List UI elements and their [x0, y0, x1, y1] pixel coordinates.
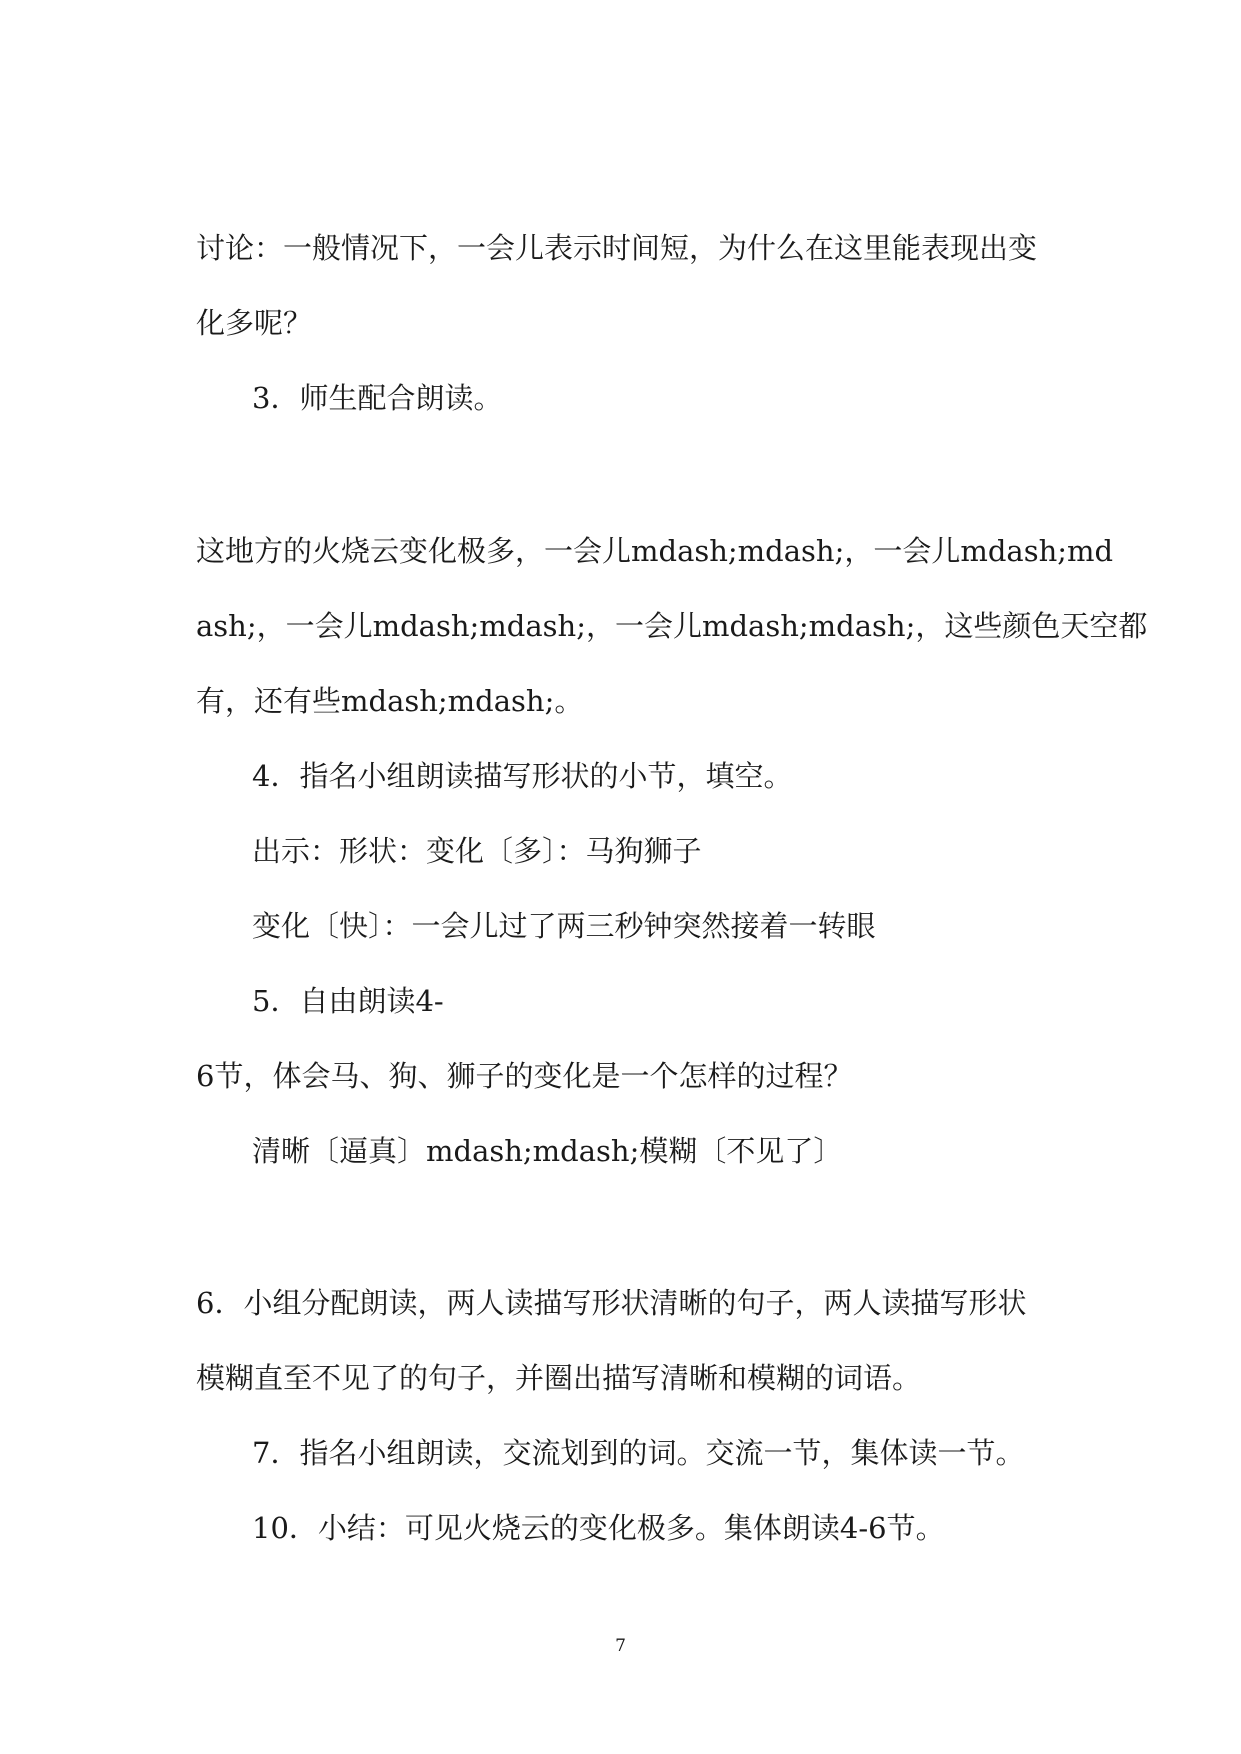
- paragraph-line: 有，还有些mdash;mdash;。: [196, 684, 584, 718]
- list-item: 4．指名小组朗读描写形状的小节，填空。: [252, 759, 793, 793]
- page-number: 7: [615, 1636, 626, 1656]
- paragraph-line: 清晰〔逼真〕mdash;mdash;模糊〔不见了〕: [252, 1134, 843, 1168]
- list-item: 7．指名小组朗读，交流划到的词。交流一节，集体读一节。: [252, 1436, 1025, 1470]
- paragraph-line: 6节，体会马、狗、狮子的变化是一个怎样的过程？: [196, 1059, 853, 1093]
- paragraph-line: 这地方的火烧云变化极多，一会儿mdash;mdash;，一会儿mdash;md: [196, 534, 1114, 568]
- paragraph-line: 出示：形状：变化〔多〕：马狗狮子: [252, 834, 702, 868]
- paragraph-line: ash;，一会儿mdash;mdash;，一会儿mdash;mdash;，这些颜色天空都: [196, 609, 1148, 643]
- list-item: 6．小组分配朗读，两人读描写形状清晰的句子，两人读描写形状: [196, 1286, 1027, 1320]
- paragraph-line: 变化〔快〕：一会儿过了两三秒钟突然接着一转眼: [252, 909, 876, 943]
- list-item: 3．师生配合朗读。: [252, 381, 503, 415]
- list-item: 5．自由朗读4-: [252, 984, 444, 1018]
- paragraph-line: 化多呢？: [196, 306, 313, 340]
- paragraph-line: 讨论：一般情况下，一会儿表示时间短，为什么在这里能表现出变: [196, 231, 1038, 265]
- list-item: 10．小结：可见火烧云的变化极多。集体朗读4-6节。: [252, 1511, 945, 1545]
- paragraph-line: 模糊直至不见了的句子，并圈出描写清晰和模糊的词语。: [196, 1361, 922, 1395]
